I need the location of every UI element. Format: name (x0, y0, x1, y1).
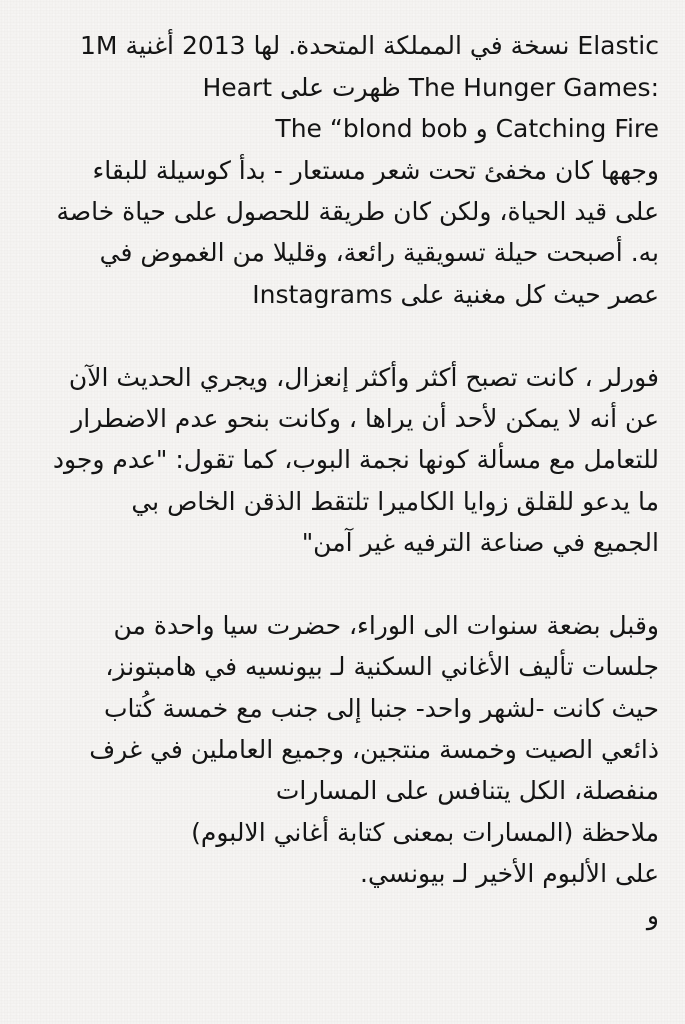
text-line: الجميع في صناعة الترفيه غير آمن" (301, 528, 659, 558)
text-line: The “blond bob و Catching Fire (275, 114, 659, 144)
text-line: جلسات تأليف الأغاني السكنية لـ بيونسيه في هامبتونز، (105, 652, 659, 682)
text-line: للتعامل مع مسألة كونها نجمة البوب، كما تقول: "عدم وجود (52, 445, 659, 475)
text-line: منفصلة، الكل يتنافس على المسارات (275, 776, 659, 806)
text-line (30, 0, 659, 25)
text-line: ما يدعو للقلق زوايا الكاميرا تلتقط الذقن الخاص بي (131, 486, 659, 516)
text-line: على قيد الحياة، ولكن كان طريقة للحصول على حياة خاصة (56, 196, 659, 226)
text-line: فورلر ، كانت تصبح أكثر وأكثر إنعزال، ويجري الحديث الآن (68, 362, 659, 392)
note-text[interactable] (30, 0, 659, 936)
text-line: ملاحظة (المسارات بمعنى كتابة أغاني الالبوم) (191, 817, 659, 847)
text-line: حيث كانت -لشهر واحد- جنبا إلى جنب مع خمسة كُتاب (104, 693, 659, 723)
paragraph-gap (30, 315, 659, 356)
text-line: عن أنه لا يمكن لأحد أن يراها ، وكانت بنحو عدم الاضطرار (71, 403, 659, 433)
text-line: به. أصبحت حيلة تسويقية رائعة، وقليلا من الغموض في (99, 238, 659, 268)
text-line: ذائعي الصيت وخمسة منتجين، وجميع العاملين في غرف (89, 735, 659, 765)
text-line: وقبل بضعة سنوات الى الوراء، حضرت سيا واحدة من (113, 610, 659, 640)
text-line: على الألبوم الأخير لـ بيونسي. (360, 859, 659, 889)
paragraph-gap (30, 563, 659, 604)
text-line: 1M نسخة في المملكة المتحدة. لها 2013 أغنية Elastic (80, 31, 659, 61)
text-line: وجهها كان مخفئ تحت شعر مستعار - بدأ كوسيلة للبقاء (92, 155, 659, 185)
text-line: Heart ظهرت على The Hunger Games: (202, 72, 659, 102)
text-line: عصر حيث كل مغنية على Instagrams (252, 279, 659, 309)
text-line: و (646, 900, 659, 930)
